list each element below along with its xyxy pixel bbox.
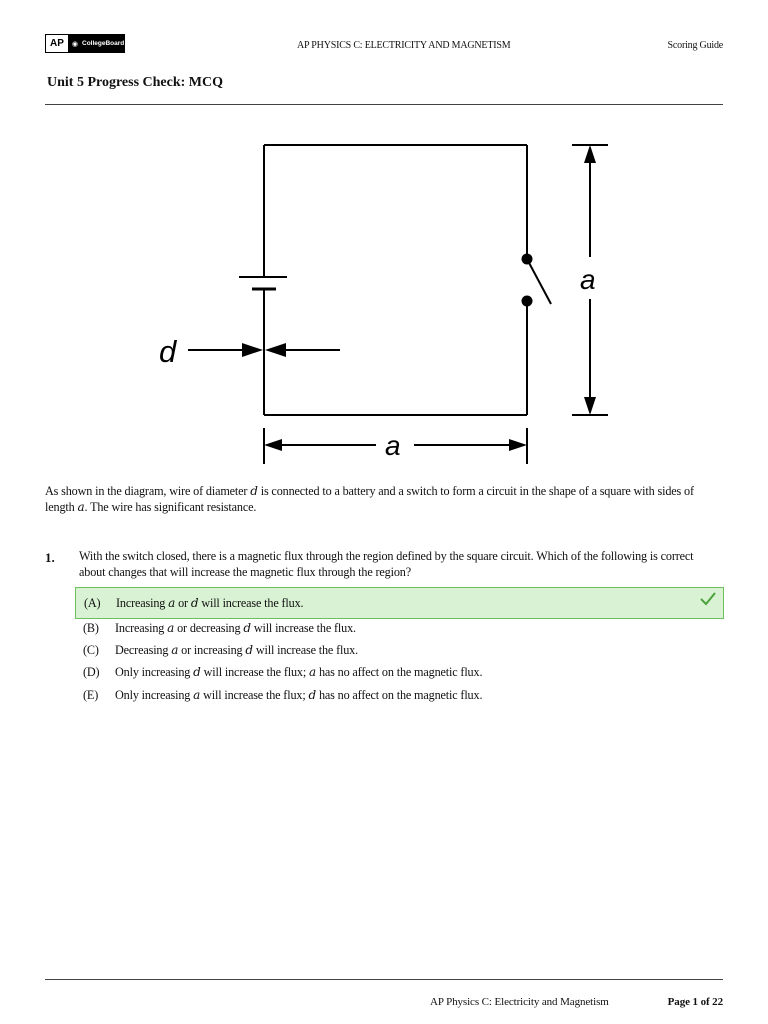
- switch-contact-top: [522, 254, 533, 265]
- footer-course: AP Physics C: Electricity and Magnetism: [430, 996, 609, 1008]
- choice-letter: (B): [83, 620, 99, 635]
- stem-var-d: d: [250, 484, 258, 498]
- question-text: With the switch closed, there is a magnetic flux through the region defined by the square circuit. Which of the following is correct about changes that will increase the magnetic flux through the region?: [79, 549, 694, 579]
- page-number: Page 1 of 22: [667, 996, 723, 1008]
- choice-d[interactable]: [75, 661, 722, 683]
- stem-text-3: . The wire has significant resistance.: [84, 500, 257, 514]
- ap-collegeboard-logo: [45, 34, 125, 53]
- page-title: Unit 5 Progress Check: MCQ: [47, 75, 224, 90]
- title-divider: [45, 104, 723, 105]
- stem-text-2: is connected to a battery and a switch to form a circuit in the shape of a square with sides of length: [45, 484, 694, 514]
- circuit-diagram: [150, 132, 620, 472]
- choice-letter: (E): [83, 687, 99, 702]
- question-stem: [45, 483, 705, 515]
- choice-b[interactable]: [75, 617, 722, 639]
- switch-contact-bottom: [522, 296, 533, 307]
- choice-letter: (D): [83, 664, 100, 679]
- label-a-side: a: [580, 264, 596, 295]
- scoring-guide-label: Scoring Guide: [667, 40, 723, 51]
- choice-text: Increasing a or d will increase the flux.: [116, 595, 304, 610]
- arrowhead-up: [584, 145, 596, 163]
- choice-letter: (C): [83, 642, 99, 657]
- footer-divider: [45, 979, 723, 980]
- stem-text-1: As shown in the diagram, wire of diameter: [45, 484, 248, 498]
- d-arrowhead-right-pointing: [242, 343, 263, 357]
- label-a-bottom: a: [385, 430, 401, 461]
- question-number: 1.: [45, 550, 55, 565]
- choice-e[interactable]: [75, 684, 722, 706]
- stem-var-a: a: [77, 500, 85, 514]
- acorn-icon: ◉: [71, 40, 79, 48]
- choice-text: Only increasing d will increase the flux; a has no affect on the magnetic flux.: [115, 664, 483, 679]
- d-arrowhead-left-pointing: [265, 343, 286, 357]
- collegeboard-wordmark: CollegeBoard: [82, 40, 125, 47]
- arrowhead-right: [509, 439, 527, 451]
- label-d: d: [159, 334, 177, 369]
- choice-a[interactable]: [75, 587, 724, 619]
- check-icon: [699, 591, 717, 607]
- choice-text: Decreasing a or increasing d will increase the flux.: [115, 642, 358, 657]
- course-title: AP PHYSICS C: ELECTRICITY AND MAGNETISM: [297, 40, 511, 51]
- ap-logo-mark: AP: [46, 35, 68, 52]
- arrowhead-left: [264, 439, 282, 451]
- choice-text: Increasing a or decreasing d will increase the flux.: [115, 620, 356, 635]
- choice-c[interactable]: [75, 639, 722, 661]
- arrowhead-down: [584, 397, 596, 415]
- page-header: [45, 34, 723, 54]
- choice-letter: (A): [84, 595, 101, 610]
- choice-text: Only increasing a will increase the flux; d has no affect on the magnetic flux.: [115, 687, 483, 702]
